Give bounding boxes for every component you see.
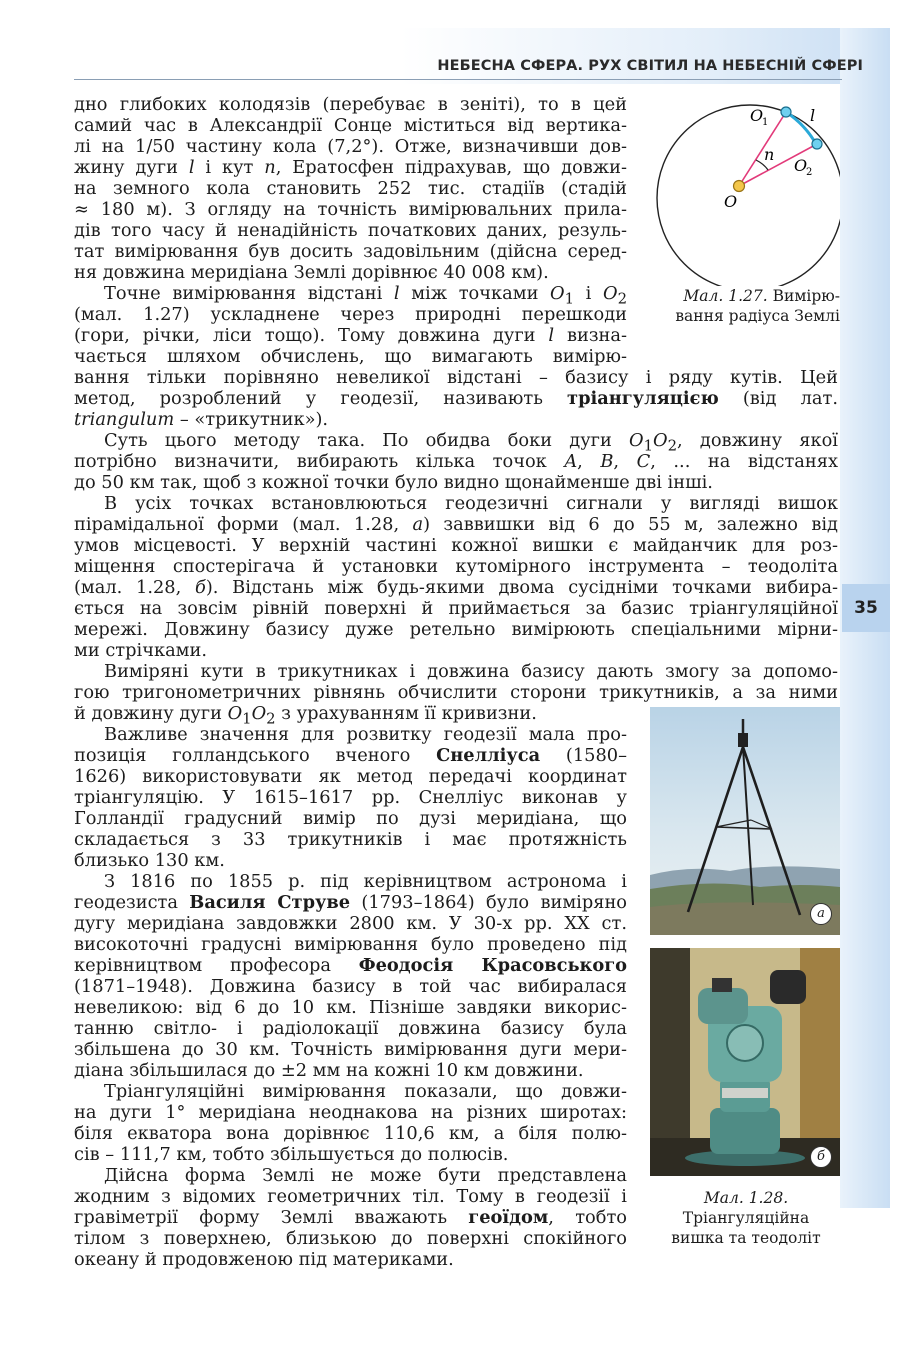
text-line: міщення спостерігача й установки кутомірного інструмента – теодоліта [74,556,838,577]
label-o: O [724,192,738,211]
label-o1-sub: 1 [762,117,769,128]
text-line: океану й продовженою під материками. [74,1249,454,1270]
badge-b: б [810,1146,832,1168]
text-line: близько 130 км. [74,850,225,871]
theodolite-photo [650,948,840,1176]
text-line: діана збільшилася до ±2 мм на кожні 10 км довжини. [74,1060,584,1081]
text-line: тріангуляцію. У 1615–1617 рр. Снелліус виконав у [74,787,627,808]
text-line: (гори, річки, ліси тощо). Тому довжина дуги l визна- [74,325,627,346]
text-line: чається шляхом обчислень, що вимагають вимірю- [74,346,627,367]
text-line: сів – 111,7 км, тобто збільшується до полюсів. [74,1144,509,1165]
label-n: n [764,145,775,164]
text-line: самий час в Александрії Сонце міститься від вертика- [74,115,627,136]
label-o2-sub: 2 [806,167,813,178]
label-o1: O [750,106,764,125]
text-line: 1626) використовувати як метод передачі координат [74,766,627,787]
text-line: тат вимірювання був досить задовільним (дійсна серед- [74,241,627,262]
text-line: ється на зовсім рівній поверхні й приймається за базис тріангуляційної [74,598,838,619]
text-line: В усіх точках встановлюються геодезичні сигнали у вигляді вишок [104,493,838,514]
text-line: гою тригонометричних рівнянь обчислити сторони трикутників, а за ними [74,682,838,703]
text-line: біля екватора вона дорівнює 110,6 км, а біля полю- [74,1123,627,1144]
text-line: Суть цього методу така. По обидва боки дуги $O_1O_2$, довжину якої [104,430,838,455]
text-line: високоточні градусні вимірювання було проведено під [74,934,627,955]
caption-number-1-28: Мал. 1.28. [703,1189,789,1207]
earth-circle [657,105,840,286]
caption-text-1: Вимірю- [772,287,840,305]
figure-1-28-caption-line2: вишка та теодоліт [671,1229,821,1247]
text-line: triangulum – «трикутник»). [74,409,329,430]
text-line: керівництвом професора Феодосія Красовського [74,955,627,976]
text-line: Виміряні кути в трикутниках і довжина базису дають змогу за допомо- [104,661,838,682]
caption-number: Мал. 1.27. [683,287,768,305]
text-line: танню світло- і радіолокації довжина базису була [74,1018,627,1039]
text-line: й довжину дуги $O_1O_2$ з урахуванням її кривизни. [74,703,537,728]
text-line: (мал. 1.28, б). Відстань між будь-якими двома сусідніми точками вибира- [74,577,838,598]
text-line: на земного кола становить 252 тис. стадіїв (стадій [74,178,627,199]
text-line: Важливе значення для розвитку геодезії мала про- [104,724,627,745]
figure-1-28-caption-number [648,1188,844,1208]
text-line: невеликою: від 6 до 10 км. Пізніше завдяки викорис- [74,997,627,1018]
text-line: дугу меридіана завдовжки 2800 км. У 30-х рр. XX ст. [74,913,627,934]
text-line: мережі. Довжину базису дуже ретельно вимірюють спеціальними мірни- [74,619,838,640]
label-o2: O [794,156,808,175]
text-line: потрібно визначити, вибирають кілька точок A, B, C, ... на відстанях [74,451,838,472]
header-rule [74,79,842,80]
running-header: НЕБЕСНА СФЕРА. РУХ СВІТИЛ НА НЕБЕСНІЙ СФЕРІ [437,58,863,74]
text-line: (мал. 1.27) ускладнене через природні перешкоди [74,304,627,325]
text-line: збільшена до 30 км. Точність вимірювання дуги мери- [74,1039,627,1060]
label-l: l [810,106,816,125]
point-o1 [781,107,791,117]
text-line: ми стрічками. [74,640,208,661]
figure-1-28-caption-line1: Тріангуляційна [682,1209,810,1227]
text-line: дів того часу й ненадійність початкових даних, резуль- [74,220,627,241]
text-line: Точне вимірювання відстані l між точками $O_1$ і $O_2$ [104,283,628,308]
point-o2 [812,139,822,149]
text-line: складається з 33 трикутників і має протяжність [74,829,627,850]
figure-1-27-caption [652,286,840,306]
text-line: метод, розроблений у геодезії, називають тріангуляцією (від лат. [74,388,838,409]
text-line: гравіметрії форму Землі вважають геоїдом, тобто [74,1207,627,1228]
text-line: жину дуги l і кут n, Ератосфен підрахував, що довжи- [74,157,627,178]
figure-1-27-caption-line2: вання радіуса Землі [675,307,840,325]
page-number: 35 [854,598,878,618]
text-line: пірамідальної форми (мал. 1.28, а) заввишки від 6 до 55 м, залежно від [74,514,838,535]
text-line: Дійсна форма Землі не може бути представлена [104,1165,627,1186]
text-line: до 50 км так, щоб з кожної точки було видно щонайменше дві інші. [74,472,713,493]
text-line: геодезиста Василя Струве (1793–1864) було виміряно [74,892,627,913]
header-band [0,28,890,84]
point-o [734,181,745,192]
figure-1-27-diagram [652,94,840,286]
text-line: ня довжина меридіана Землі дорівнює 40 008 км). [74,262,549,283]
text-line: (1871–1948). Довжина базису в той час вибиралася [74,976,627,997]
text-line: вання тільки порівняно невеликої відстані – базису і ряду кутів. Цей [74,367,838,388]
text-line: тілом з поверхнею, близькою до поверхні спокійного [74,1228,627,1249]
badge-a: а [810,903,832,925]
text-line: ≈ 180 м). З огляду на точність вимірювальних прила- [74,199,627,220]
text-line: на дуги 1° меридіана неоднакова на різних широтах: [74,1102,627,1123]
text-line: дно глибоких колодязів (перебуває в зеніті), то в цей [74,94,627,115]
text-line: умов місцевості. У верхній частині кожної вишки є майданчик для роз- [74,535,838,556]
text-line: Тріангуляційні вимірювання показали, що довжи- [104,1081,627,1102]
text-line: Голландії градусний вимір по дузі меридіана, що [74,808,627,829]
text-line: З 1816 по 1855 р. під керівництвом астронома і [104,871,627,892]
text-line: лі на 1/50 частину кола (7,2°). Отже, визначивши дов- [74,136,627,157]
triangulation-tower-photo [650,707,840,935]
text-line: позиція голландського вченого Снелліуса (1580– [74,745,628,766]
text-line: жодним з відомих геометричних тіл. Тому в геодезії і [74,1186,627,1207]
